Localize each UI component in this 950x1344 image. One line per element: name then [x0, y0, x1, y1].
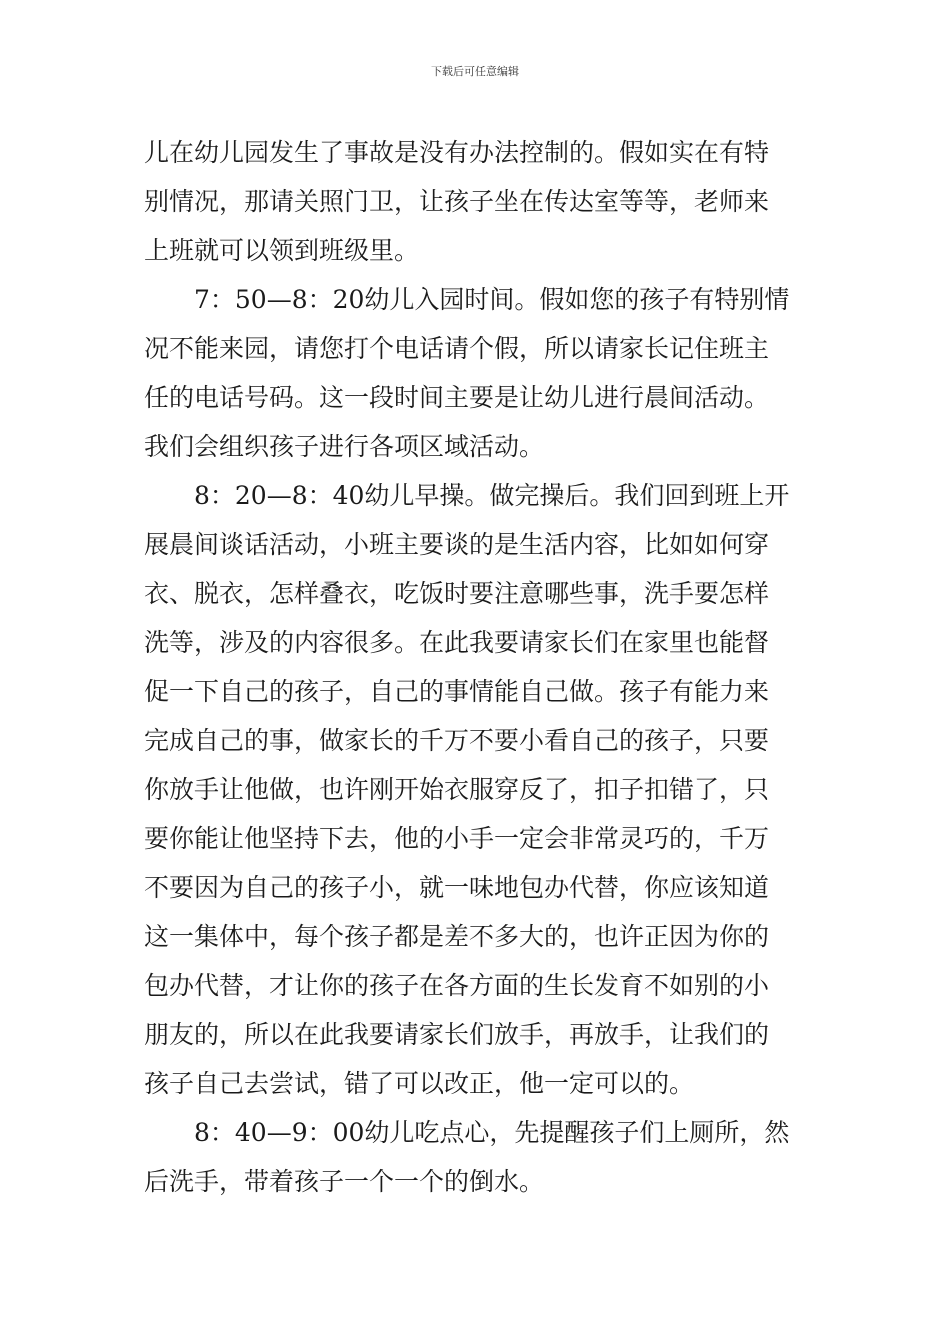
text-line: 衣、脱衣，怎样叠衣，吃饭时要注意哪些事，洗手要怎样 — [144, 579, 770, 608]
text-line: 不要因为自己的孩子小，就一味地包办代替，你应该知道 — [144, 873, 770, 902]
text-line: 上班就可以领到班级里。 — [144, 236, 420, 265]
text-line: 朋友的，所以在此我要请家长们放手，再放手，让我们的 — [144, 1020, 770, 1049]
text-line: 包办代替，才让你的孩子在各方面的生长发育不如别的小 — [144, 971, 770, 1000]
text-line: 儿在幼儿园发生了事故是没有办法控制的。假如实在有特 — [144, 138, 770, 167]
text-line: 洗等，涉及的内容很多。在此我要请家长们在家里也能督 — [144, 628, 770, 657]
text-line: 你放手让他做，也许刚开始衣服穿反了，扣子扣错了，只 — [144, 775, 770, 804]
text-line: 展晨间谈话活动，小班主要谈的是生活内容，比如如何穿 — [144, 530, 770, 559]
text-line: 要你能让他坚持下去，他的小手一定会非常灵巧的，千万 — [144, 824, 770, 853]
text-line: 任的电话号码。这一段时间主要是让幼儿进行晨间活动。 — [144, 383, 770, 412]
paragraph-start-line: 7：50—8：20幼儿入园时间。假如您的孩子有特别情 — [194, 285, 790, 314]
text-line: 这一集体中，每个孩子都是差不多大的，也许正因为你的 — [144, 922, 770, 951]
text-line: 我们会组织孩子进行各项区域活动。 — [144, 432, 545, 461]
paragraph-start-line: 8：40—9：00幼儿吃点心，先提醒孩子们上厕所，然 — [194, 1118, 790, 1147]
document-body — [144, 128, 806, 1206]
text-line: 孩子自己去尝试，错了可以改正，他一定可以的。 — [144, 1069, 695, 1098]
text-line: 况不能来园，请您打个电话请个假，所以请家长记住班主 — [144, 334, 770, 363]
page-header: 下载后可任意编辑 — [431, 65, 519, 78]
text-line: 促一下自己的孩子，自己的事情能自己做。孩子有能力来 — [144, 677, 770, 706]
text-line: 后洗手，带着孩子一个一个的倒水。 — [144, 1167, 545, 1196]
text-line: 完成自己的事，做家长的千万不要小看自己的孩子，只要 — [144, 726, 770, 755]
paragraph-start-line: 8：20—8：40幼儿早操。做完操后。我们回到班上开 — [194, 481, 790, 510]
text-line: 别情况，那请关照门卫，让孩子坐在传达室等等，老师来 — [144, 187, 770, 216]
